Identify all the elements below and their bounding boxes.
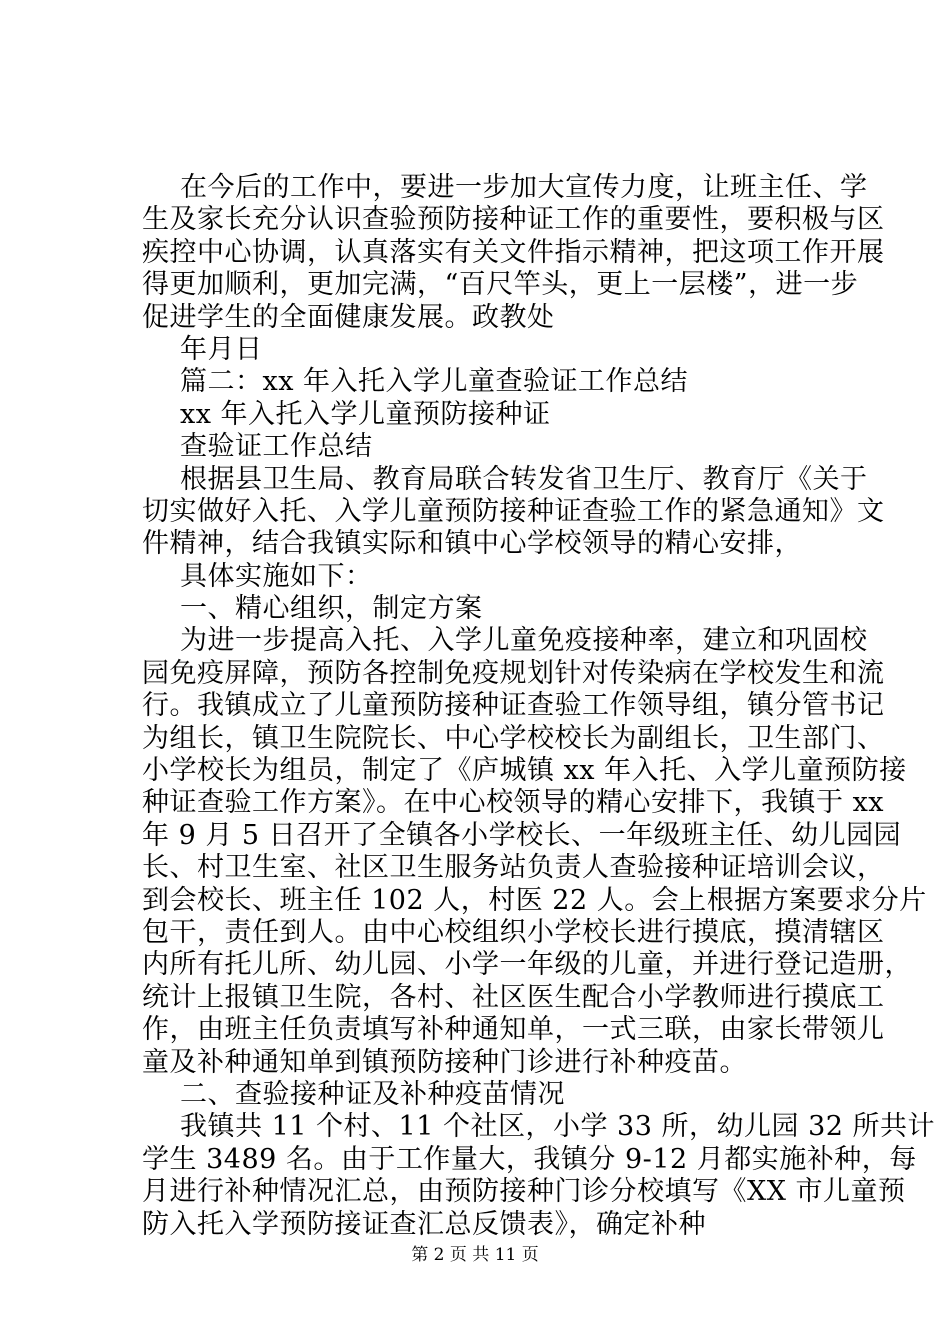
text-line: 防入托入学预防接证查汇总反馈表》，确定补种	[142, 1208, 706, 1240]
text-line: 根据县卫生局、教育局联合转发省卫生厅、教育厅《关于	[180, 463, 868, 495]
text-line: 种证查验工作方案》。在中心校领导的精心安排下，我镇于 xx	[142, 787, 885, 819]
text-line: 篇二：xx 年入托入学儿童查验证工作总结	[180, 366, 689, 398]
text-line: 一、精心组织，制定方案	[180, 593, 483, 625]
text-line: 长、村卫生室、社区卫生服务站负责人查验接种证培训会议，	[142, 852, 885, 884]
text-line: 我镇共 11 个村、11 个社区，小学 33 所，幼儿园 32 所共计	[180, 1111, 936, 1143]
text-line: 行。我镇成立了儿童预防接种证查验工作领导组，镇分管书记	[142, 690, 885, 722]
text-line: 二、查验接种证及补种疫苗情况	[180, 1078, 565, 1110]
text-line: 包干，责任到人。由中心校组织小学校长进行摸底，摸清辖区	[142, 916, 885, 948]
text-line: 统计上报镇卫生院，各村、社区医生配合小学教师进行摸底工	[142, 981, 885, 1013]
text-line: 得更加顺利，更加完满，“百尺竿头，更上一层楼”，进一步	[142, 269, 859, 301]
text-line: 作，由班主任负责填写补种通知单，一式三联，由家长带领儿	[142, 1014, 885, 1046]
text-line: 小学校长为组员，制定了《庐城镇 xx 年入托、入学儿童预防接	[142, 755, 907, 787]
text-line: 内所有托儿所、幼儿园、小学一年级的儿童，并进行登记造册，	[142, 949, 912, 981]
page-footer: 第 2 页 共 11 页	[411, 1245, 539, 1265]
text-line: 为进一步提高入托、入学儿童免疫接种率，建立和巩固校	[180, 625, 868, 657]
text-line: 到会校长、班主任 102 人，村医 22 人。会上根据方案要求分片	[142, 884, 927, 916]
text-line: 月进行补种情况汇总，由预防接种门诊分校填写《XX 市儿童预	[142, 1176, 906, 1208]
text-line: 学生 3489 名。由于工作量大，我镇分 9-12 月都实施补种，每	[142, 1143, 917, 1175]
text-line: 年 9 月 5 日召开了全镇各小学校长、一年级班主任、幼儿园园	[142, 819, 902, 851]
text-line: 生及家长充分认识查验预防接种证工作的重要性，要积极与区	[142, 204, 885, 236]
text-line: 查验证工作总结	[180, 431, 373, 463]
document-body	[142, 172, 936, 1241]
text-line: 促进学生的全面健康发展。政教处	[142, 301, 555, 333]
text-line: 具体实施如下：	[180, 560, 373, 592]
text-line: 园免疫屏障，预防各控制免疫规划针对传染病在学校发生和流	[142, 657, 885, 689]
text-line: 童及补种通知单到镇预防接种门诊进行补种疫苗。	[142, 1046, 747, 1078]
text-line: 为组长，镇卫生院院长、中心学校校长为副组长，卫生部门、	[142, 722, 885, 754]
text-line: 疾控中心协调，认真落实有关文件指示精神，把这项工作开展	[142, 236, 885, 268]
text-line: 在今后的工作中，要进一步加大宣传力度，让班主任、学	[180, 172, 868, 203]
text-line: 件精神，结合我镇实际和镇中心学校领导的精心安排，	[142, 528, 802, 560]
text-line: xx 年入托入学儿童预防接种证	[180, 398, 551, 430]
text-line: 年月日	[180, 333, 263, 365]
text-line: 切实做好入托、入学儿童预防接种证查验工作的紧急通知》文	[142, 495, 885, 527]
